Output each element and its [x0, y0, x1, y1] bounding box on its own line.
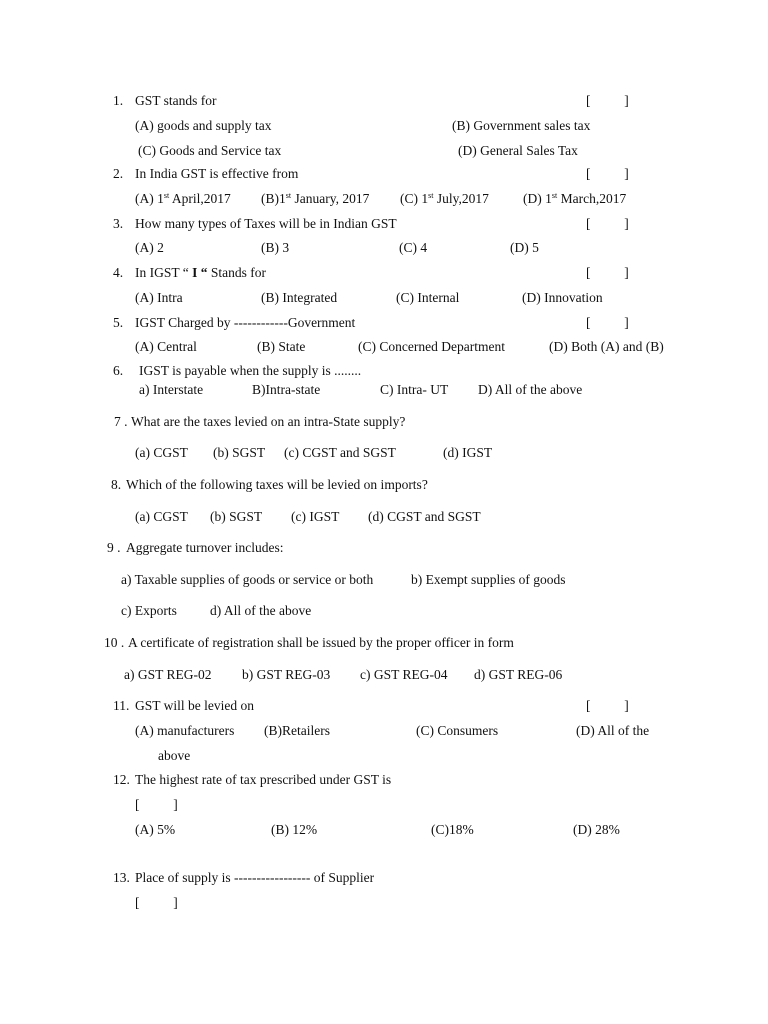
question-text: Place of supply is ----------------- of Supplier	[135, 870, 375, 885]
option: (C) 4	[399, 240, 428, 255]
option: (D) 28%	[573, 822, 620, 837]
option: (D) 1st March,2017	[523, 191, 627, 206]
option: d) GST REG-06	[474, 667, 563, 682]
question-text: In IGST “ I “ Stands for	[135, 265, 267, 280]
option: (b) SGST	[210, 509, 263, 524]
question-number: 12.	[113, 772, 130, 787]
option: (A) Intra	[135, 290, 183, 305]
option: (C) Internal	[396, 290, 460, 305]
option: a) Interstate	[139, 382, 204, 397]
option: (D) All of the	[576, 723, 650, 738]
answer-bracket: [ ]	[135, 895, 178, 910]
option: (B)1st January, 2017	[261, 191, 370, 206]
question-number: 13.	[113, 870, 130, 885]
option: (D) Innovation	[522, 290, 603, 305]
option: (c) CGST and SGST	[284, 445, 396, 460]
question-text: GST will be levied on	[135, 698, 254, 713]
option: (B)Retailers	[264, 723, 330, 738]
question-number: 5.	[113, 315, 124, 330]
option: (A) 5%	[135, 822, 176, 837]
option: (A) 1st April,2017	[135, 191, 231, 206]
option: (B) Government sales tax	[452, 118, 591, 133]
answer-bracket: [ ]	[586, 265, 629, 280]
option: d) All of the above	[210, 603, 312, 618]
option: (B) Integrated	[261, 290, 338, 305]
question-text: GST stands for	[135, 93, 217, 108]
option: (D) General Sales Tax	[458, 143, 578, 158]
question-text: What are the taxes levied on an intra-State supply?	[131, 414, 406, 429]
option: (d) IGST	[443, 445, 493, 460]
option: (C)18%	[431, 822, 474, 837]
option: (B) 12%	[271, 822, 318, 837]
option: (C) Consumers	[416, 723, 499, 738]
option: c) Exports	[121, 603, 177, 618]
answer-bracket: [ ]	[586, 315, 629, 330]
option: b) GST REG-03	[242, 667, 331, 682]
option: b) Exempt supplies of goods	[411, 572, 566, 587]
question-number: 3.	[113, 216, 124, 231]
option: (A) goods and supply tax	[135, 118, 272, 133]
question-text: The highest rate of tax prescribed under GST is	[135, 772, 392, 787]
question-text: How many types of Taxes will be in Indian GST	[135, 216, 397, 231]
option: (A) Central	[135, 339, 197, 354]
option: (A) manufacturers	[135, 723, 235, 738]
answer-bracket: [ ]	[586, 93, 629, 108]
question-text: A certificate of registration shall be issued by the proper officer in form	[128, 635, 514, 650]
option: (C) 1st July,2017	[400, 191, 489, 206]
option: (B) State	[257, 339, 306, 354]
question-text: Which of the following taxes will be levied on imports?	[126, 477, 428, 492]
option: (C) Goods and Service tax	[138, 143, 282, 158]
option: D) All of the above	[478, 382, 583, 397]
question-number: 10 .	[104, 635, 125, 650]
option: c) GST REG-04	[360, 667, 448, 682]
question-text: IGST is payable when the supply is ........	[139, 363, 362, 378]
option: (B) 3	[261, 240, 290, 255]
option: (a) CGST	[135, 445, 188, 460]
option: B)Intra-state	[252, 382, 321, 397]
answer-bracket: [ ]	[135, 797, 178, 812]
option: (a) CGST	[135, 509, 188, 524]
question-number: 7 .	[114, 414, 128, 429]
option: (A) 2	[135, 240, 164, 255]
option: (d) CGST and SGST	[368, 509, 481, 524]
question-number: 1.	[113, 93, 124, 108]
option: (c) IGST	[291, 509, 340, 524]
question-text: IGST Charged by ------------Government	[135, 315, 356, 330]
question-number: 8.	[111, 477, 122, 492]
answer-bracket: [ ]	[586, 216, 629, 231]
option: (D) Both (A) and (B)	[549, 339, 664, 354]
option: (b) SGST	[213, 445, 266, 460]
option-continuation: above	[158, 748, 191, 763]
option: (C) Concerned Department	[358, 339, 505, 354]
question-number: 2.	[113, 166, 124, 181]
option: a) Taxable supplies of goods or service or both	[121, 572, 374, 587]
question-number: 6.	[113, 363, 124, 378]
question-number: 9 .	[107, 540, 121, 555]
option: a) GST REG-02	[124, 667, 212, 682]
answer-bracket: [ ]	[586, 166, 629, 181]
answer-bracket: [ ]	[586, 698, 629, 713]
question-text: In India GST is effective from	[135, 166, 299, 181]
option: C) Intra- UT	[380, 382, 449, 397]
option: (D) 5	[510, 240, 539, 255]
question-number: 11.	[113, 698, 130, 713]
question-number: 4.	[113, 265, 124, 280]
question-text: Aggregate turnover includes:	[126, 540, 284, 555]
